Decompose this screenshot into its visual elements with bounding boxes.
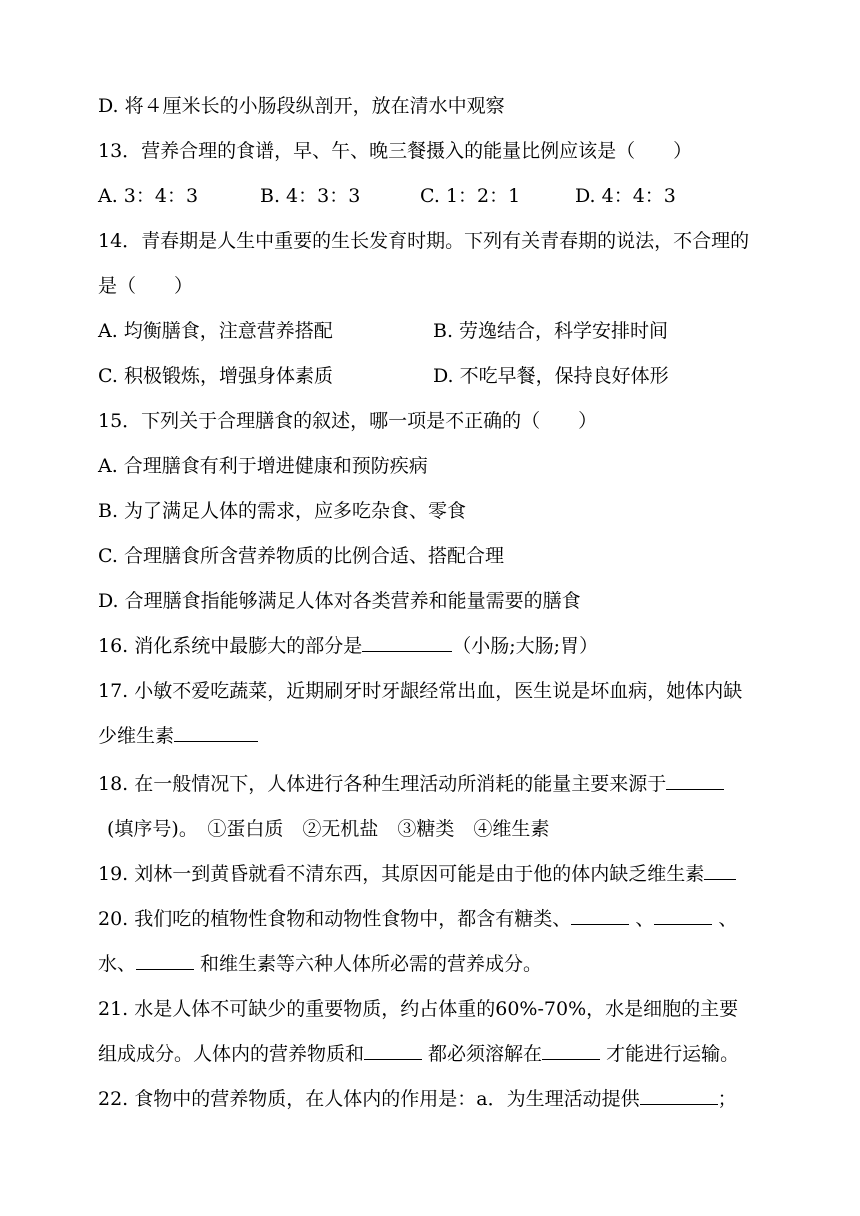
question-15-option-b — [98, 498, 788, 524]
question-18 — [98, 771, 788, 797]
answer-blank[interactable] — [174, 723, 258, 742]
question-20 — [98, 906, 788, 932]
option-d: D. 合理膳食指能够满足人体对各类营养和能量需要的膳食 — [98, 590, 581, 612]
question-text: 17. 小敏不爱吃蔬菜，近期刷牙时牙龈经常出血，医生说是坏血病，她体内缺 — [98, 680, 743, 702]
option-c: C. 积极锻炼，增强身体素质 — [98, 365, 333, 387]
answer-blank[interactable] — [136, 951, 194, 970]
question-21-continued — [98, 1041, 788, 1067]
option-c: C. 合理膳食所含营养物质的比例合适、搭配合理 — [98, 545, 504, 567]
option-b: B. 劳逸结合，科学安排时间 — [433, 320, 669, 342]
option-b: B. 4：3：3 — [260, 185, 361, 207]
question-text: 和维生素等六种人体所必需的营养成分。 — [194, 953, 543, 975]
question-text: 15．下列关于合理膳食的叙述，哪一项是不正确的（ ） — [98, 410, 598, 432]
question-text: 才能进行运输。 — [600, 1043, 740, 1065]
question-18-continued — [107, 816, 797, 842]
separator-text: 、 — [635, 908, 655, 930]
option-c: C. 1：2：1 — [420, 185, 521, 207]
question-text: 是（ ） — [98, 275, 194, 297]
question-13 — [98, 138, 788, 164]
text-line — [98, 93, 788, 119]
option-a: A. 3：4：3 — [98, 185, 199, 207]
answer-blank[interactable] — [640, 1086, 718, 1105]
question-15-option-d — [98, 588, 788, 614]
option-d: D. 不吃早餐，保持良好体形 — [433, 365, 669, 387]
question-17-continued — [98, 723, 788, 749]
answer-blank[interactable] — [654, 906, 712, 925]
question-text: 20. 我们吃的植物性食物和动物性食物中，都含有糖类、 — [98, 908, 572, 930]
question-22 — [98, 1086, 788, 1112]
question-15 — [98, 408, 788, 434]
question-14-continued — [98, 273, 788, 299]
answer-blank[interactable] — [542, 1041, 600, 1060]
answer-blank[interactable] — [571, 906, 629, 925]
question-text: 21. 水是人体不可缺少的重要物质，约占体重的60%-70%，水是细胞的主要 — [98, 998, 739, 1020]
question-text: 组成成分。人体内的营养物质和 — [98, 1043, 365, 1065]
question-text: 少维生素 — [98, 725, 175, 747]
answer-blank[interactable] — [704, 861, 736, 880]
question-19 — [98, 861, 788, 887]
answer-blank[interactable] — [364, 1041, 422, 1060]
question-text: 水、 — [98, 953, 137, 975]
question-text: 19. 刘林一到黄昏就看不清东西，其原因可能是由于他的体内缺乏维生素 — [98, 863, 705, 885]
option-b: B. 为了满足人体的需求，应多吃杂食、零食 — [98, 500, 467, 522]
option-a: A. 均衡膳食，注意营养搭配 — [98, 320, 333, 342]
question-text: 13．营养合理的食谱，早、午、晚三餐摄入的能量比例应该是（ ） — [98, 140, 693, 162]
question-15-option-a — [98, 453, 788, 479]
option-a: A. 合理膳食有利于增进健康和预防疾病 — [98, 455, 428, 477]
question-15-option-c — [98, 543, 788, 569]
answer-blank[interactable] — [362, 633, 452, 652]
answer-blank[interactable] — [666, 771, 724, 790]
separator-text: 、 — [718, 908, 738, 930]
question-text: 18. 在一般情况下，人体进行各种生理活动所消耗的能量主要来源于 — [98, 773, 667, 795]
question-16 — [98, 633, 788, 659]
option-d: D. 4：4：3 — [575, 185, 676, 207]
question-20-continued — [98, 951, 788, 977]
question-17 — [98, 678, 788, 704]
question-hint: （小肠;大肠;胃） — [452, 635, 599, 657]
question-text: 都必须溶解在 — [422, 1043, 543, 1065]
option-d-text: D. 将４厘米长的小肠段纵剖开，放在清水中观察 — [98, 95, 505, 117]
question-text: (填序号)。 ①蛋白质 ②无机盐 ③糖类 ④维生素 — [107, 818, 550, 840]
question-text: ； — [717, 1088, 737, 1110]
question-text: 16. 消化系统中最膨大的部分是 — [98, 635, 363, 657]
question-21 — [98, 996, 788, 1022]
question-text: 22. 食物中的营养物质，在人体内的作用是：a．为生理活动提供 — [98, 1088, 640, 1110]
question-text: 14．青春期是人生中重要的生长发育时期。下列有关青春期的说法，不合理的 — [98, 230, 750, 252]
question-14 — [98, 228, 788, 254]
